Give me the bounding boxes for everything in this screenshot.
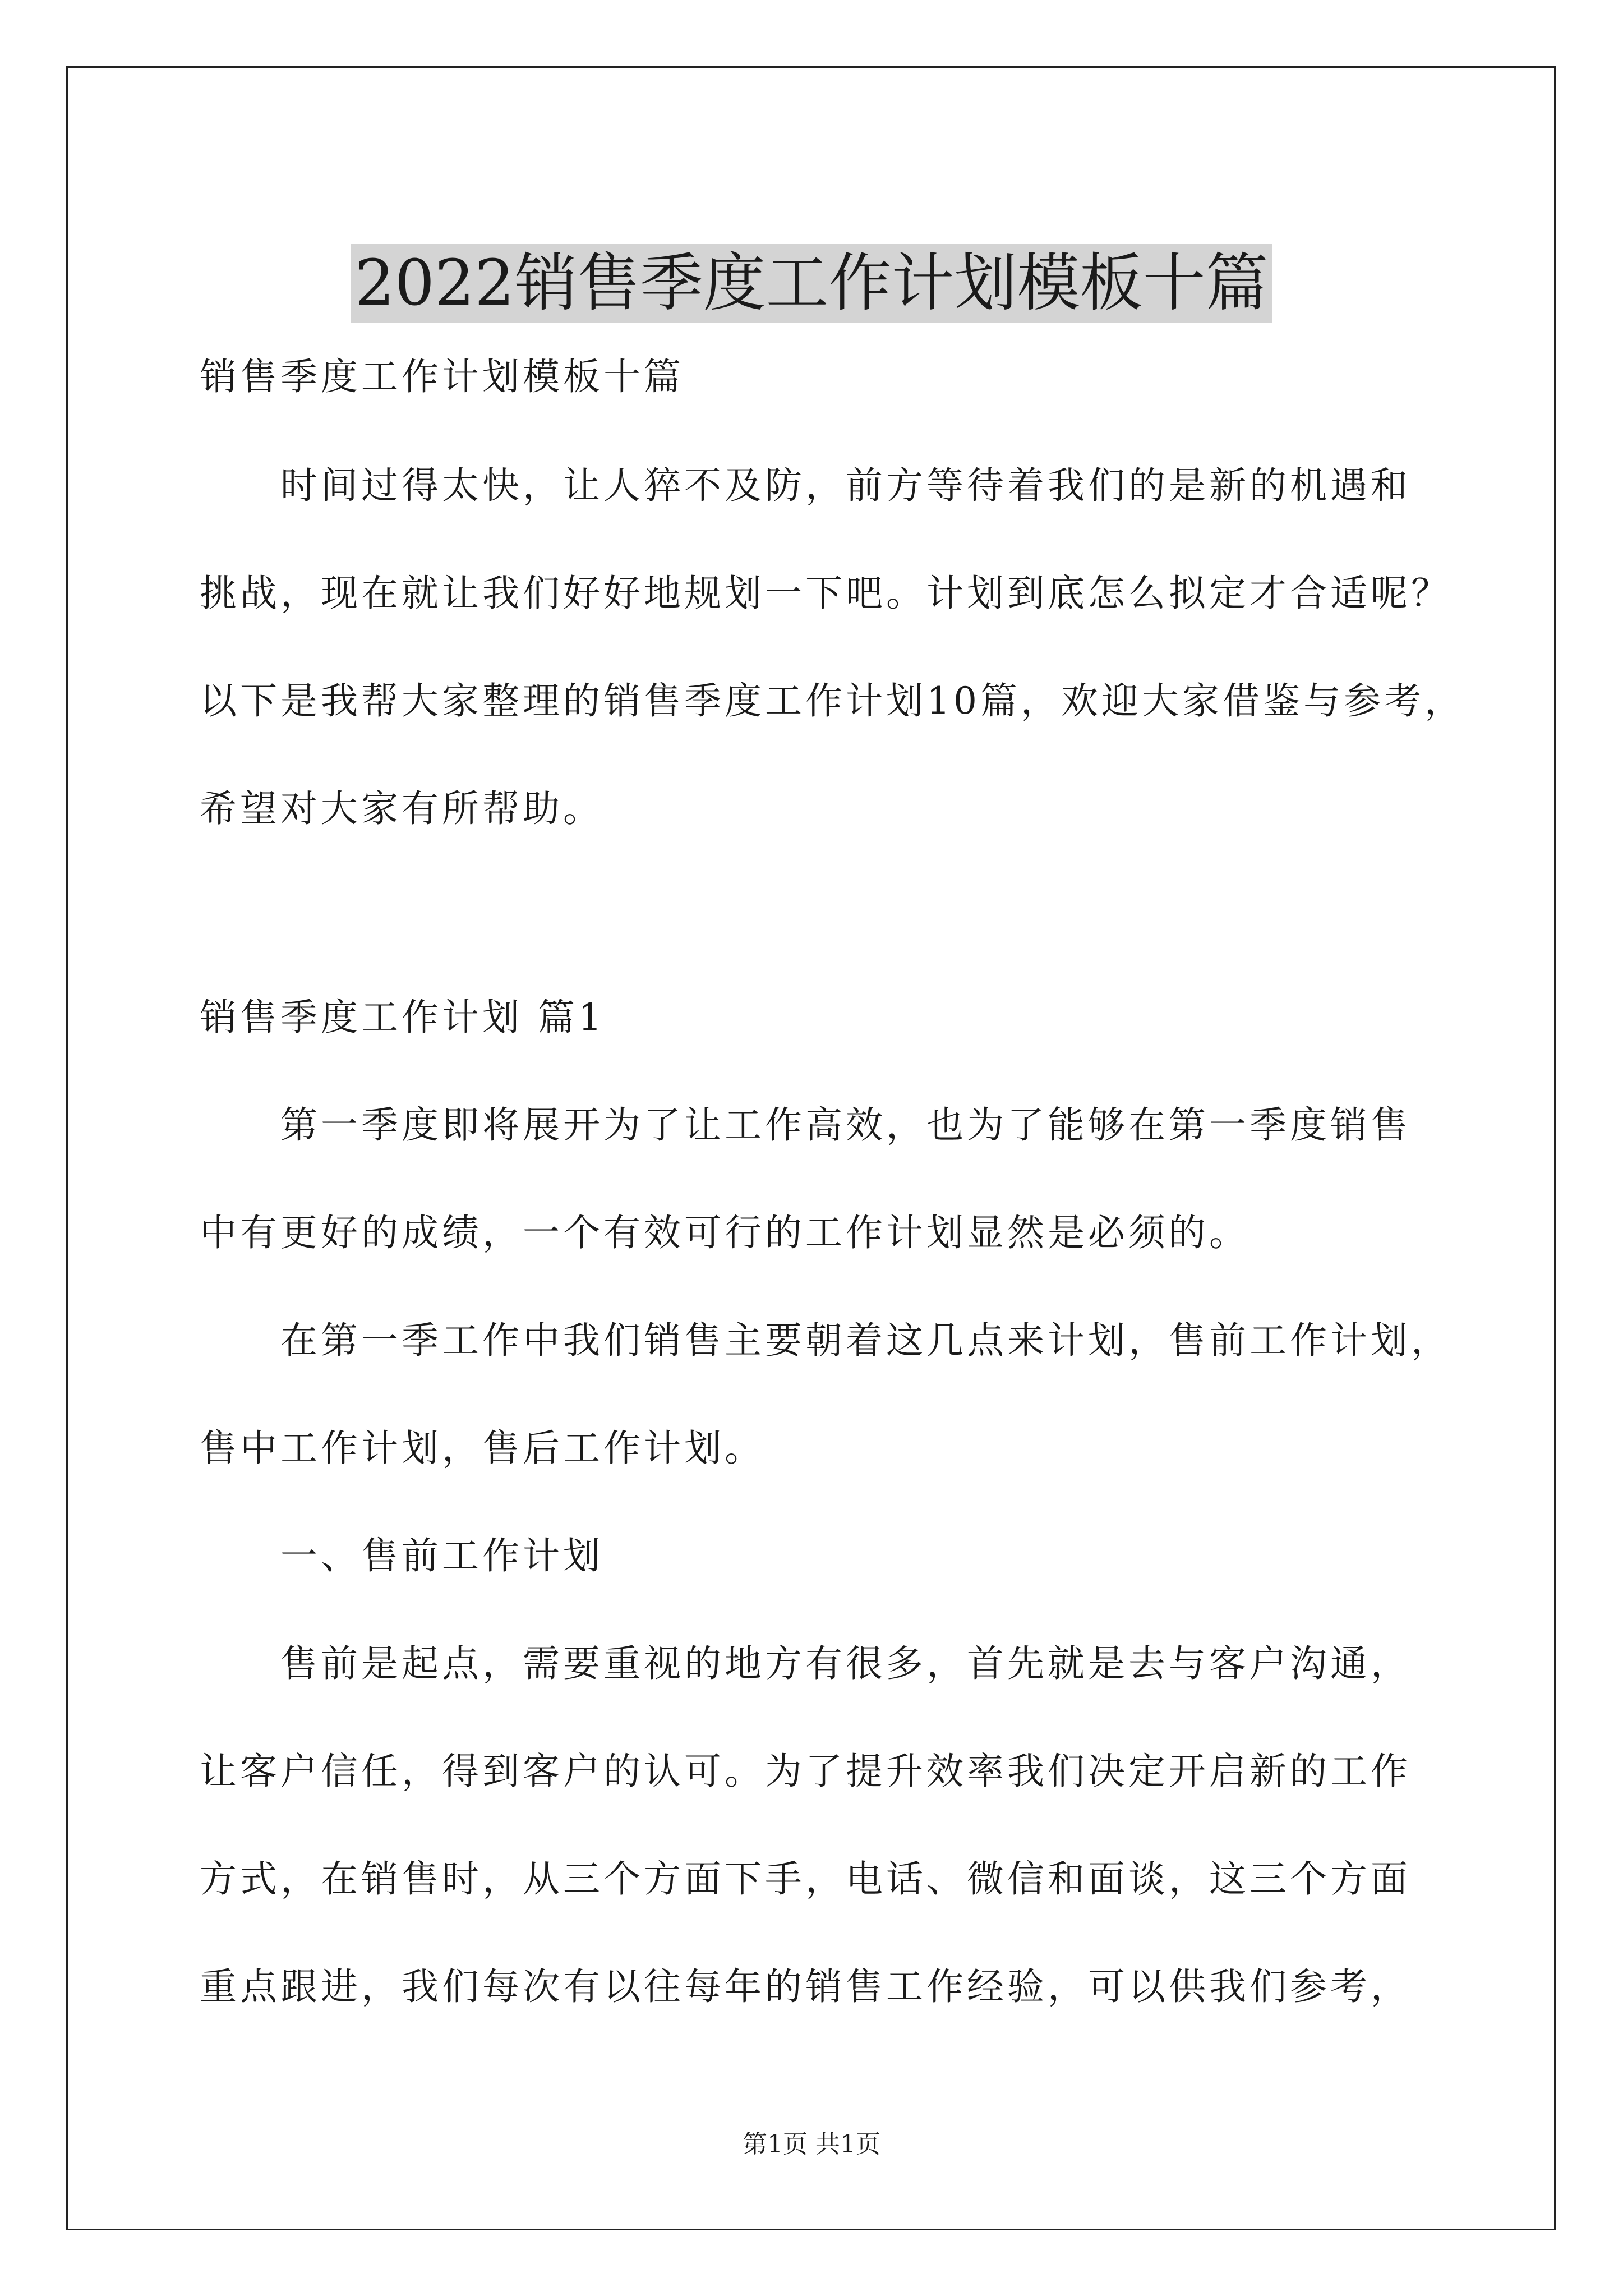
title-container: [0, 202, 1623, 365]
body-line: 时间过得太快，让人猝不及防，前方等待着我们的是新的机遇和: [280, 464, 1411, 507]
body-line: 售中工作计划，售后工作计划。: [200, 1427, 765, 1470]
body-line: 以下是我帮大家整理的销售季度工作计划10篇，欢迎大家借鉴与参考，: [200, 679, 1465, 723]
body-line: 中有更好的成绩，一个有效可行的工作计划显然是必须的。: [200, 1211, 1249, 1254]
body-line: 方式，在销售时，从三个方面下手，电话、微信和面谈，这三个方面: [200, 1857, 1411, 1901]
page-footer: 第1页 共1页: [743, 2130, 880, 2159]
body-line: 售前是起点，需要重视的地方有很多，首先就是去与客户沟通，: [280, 1642, 1411, 1685]
subtitle-line: 销售季度工作计划模板十篇: [200, 355, 684, 398]
body-line: 让客户信任，得到客户的认可。为了提升效率我们决定开启新的工作: [200, 1750, 1411, 1793]
subsection-heading: 一、售前工作计划: [280, 1534, 603, 1577]
body-line: 挑战，现在就让我们好好地规划一下吧。计划到底怎么拟定才合适呢？: [200, 572, 1451, 615]
body-line: 第一季度即将展开为了让工作高效，也为了能够在第一季度销售: [280, 1103, 1411, 1147]
document-title: 2022销售季度工作计划模板十篇: [351, 244, 1271, 323]
body-line: 重点跟进，我们每次有以往每年的销售工作经验，可以供我们参考，: [200, 1965, 1411, 2008]
section-heading: 销售季度工作计划 篇1: [200, 996, 605, 1039]
body-line: 希望对大家有所帮助。: [200, 787, 603, 830]
body-line: 在第一季工作中我们销售主要朝着这几点来计划，售前工作计划，: [280, 1319, 1451, 1362]
